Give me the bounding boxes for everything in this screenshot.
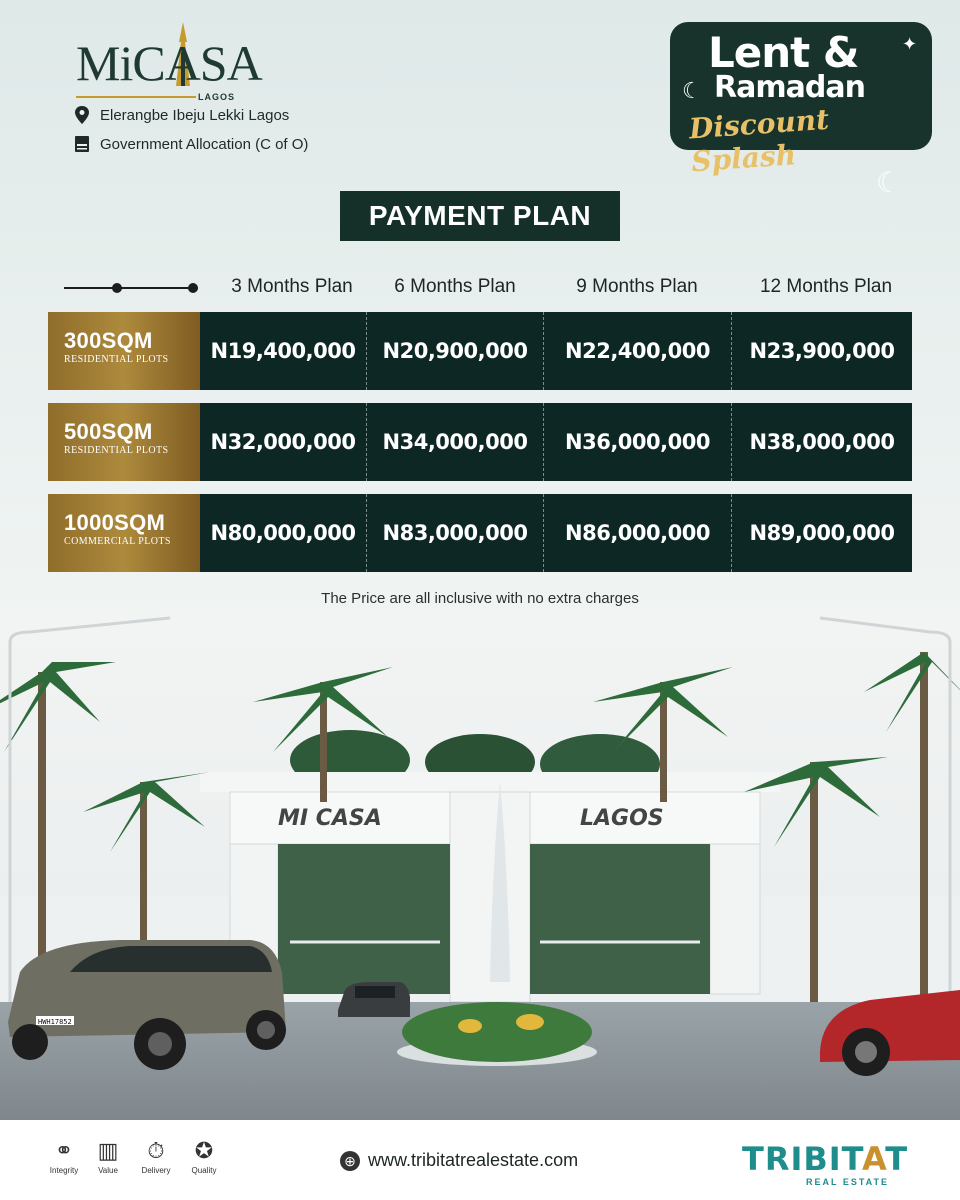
stopwatch-icon: ⏱	[147, 1138, 165, 1163]
column-header: 9 Months Plan	[576, 276, 698, 297]
brand-text-post: T	[885, 1140, 909, 1178]
title-doc-text: Government Allocation (C of O)	[100, 135, 309, 153]
plot-size: 300SQM	[64, 328, 153, 353]
value-label: Integrity	[49, 1166, 79, 1175]
star-icon: ✦	[902, 34, 918, 54]
crescent-moon-icon: ☾	[876, 167, 902, 198]
value-item	[136, 1138, 176, 1175]
document-icon	[74, 135, 90, 153]
price-row	[48, 403, 912, 481]
location-text: Elerangbe Ibeju Lekki Lagos	[100, 106, 290, 124]
brand-subtitle: REAL ESTATE	[806, 1177, 890, 1187]
logo-sub: LAGOS	[198, 92, 236, 102]
quality-badge-icon: ✪	[194, 1138, 214, 1163]
promo-line-3: Discount Splash	[687, 102, 831, 179]
price-cell: N19,400,000	[200, 312, 367, 390]
gate-sign-left: MI CASA	[278, 806, 382, 831]
price-note: The Price are all inclusive with no extra charges	[321, 590, 639, 607]
column-header: 12 Months Plan	[759, 276, 893, 297]
plot-type: COMMERCIAL PLOTS	[64, 536, 171, 547]
website-link[interactable]	[340, 1150, 578, 1171]
location-info	[74, 106, 289, 124]
price-cell: N36,000,000	[544, 403, 732, 481]
logo-text: MiCASA	[76, 35, 262, 91]
plot-size-cell	[48, 312, 200, 390]
timeline-decoration	[64, 280, 200, 296]
building-icon: ▥	[97, 1138, 119, 1163]
price-cell: N34,000,000	[367, 403, 544, 481]
plot-size: 500SQM	[64, 419, 153, 444]
plot-size-cell	[48, 494, 200, 572]
crescent-moon-icon: ☾	[682, 78, 702, 103]
price-cell: N32,000,000	[200, 403, 367, 481]
value-label: Value	[98, 1166, 118, 1175]
price-cell: N22,400,000	[544, 312, 732, 390]
column-header: 6 Months Plan	[394, 276, 516, 297]
price-cell: N23,900,000	[749, 339, 895, 363]
price-cell: N80,000,000	[200, 494, 367, 572]
payment-plan-title: PAYMENT PLAN	[340, 191, 620, 241]
column-header: 3 Months Plan	[231, 276, 353, 297]
price-row	[48, 312, 912, 390]
logo-underline	[76, 96, 196, 98]
license-plate: HWH17852	[38, 1018, 72, 1026]
title-doc-info	[74, 135, 308, 153]
price-cell: N83,000,000	[367, 494, 544, 572]
gate-sign-right: LAGOS	[580, 806, 664, 831]
value-label: Quality	[191, 1166, 217, 1175]
promo-line-1: Lent &	[708, 28, 859, 77]
price-cell: N38,000,000	[749, 430, 895, 454]
location-pin-icon	[74, 106, 90, 124]
brand-text-a: A	[862, 1140, 886, 1178]
brand-text-pre: TRIBIT	[742, 1140, 863, 1178]
tribitat-logo	[742, 1140, 908, 1178]
plot-size: 1000SQM	[64, 510, 166, 535]
value-item	[44, 1138, 84, 1175]
price-cell: N86,000,000	[544, 494, 732, 572]
website-text[interactable]: www.tribitatrealestate.com	[368, 1150, 579, 1170]
price-row	[48, 494, 912, 572]
globe-icon: ⊕	[340, 1151, 360, 1171]
value-label: Delivery	[141, 1166, 171, 1175]
promo-line-2: Ramadan	[714, 70, 865, 105]
promo-badge	[670, 22, 932, 179]
plot-type: RESIDENTIAL PLOTS	[64, 445, 169, 456]
plot-size-cell	[48, 403, 200, 481]
plot-type: RESIDENTIAL PLOTS	[64, 354, 169, 365]
estate-gate-illustration	[0, 612, 960, 1120]
micasa-logo	[76, 22, 266, 100]
value-item	[88, 1138, 128, 1175]
price-cell: N89,000,000	[749, 521, 895, 545]
integrity-icon: ⚭	[54, 1138, 74, 1163]
value-item	[184, 1138, 224, 1175]
price-cell: N20,900,000	[367, 312, 544, 390]
